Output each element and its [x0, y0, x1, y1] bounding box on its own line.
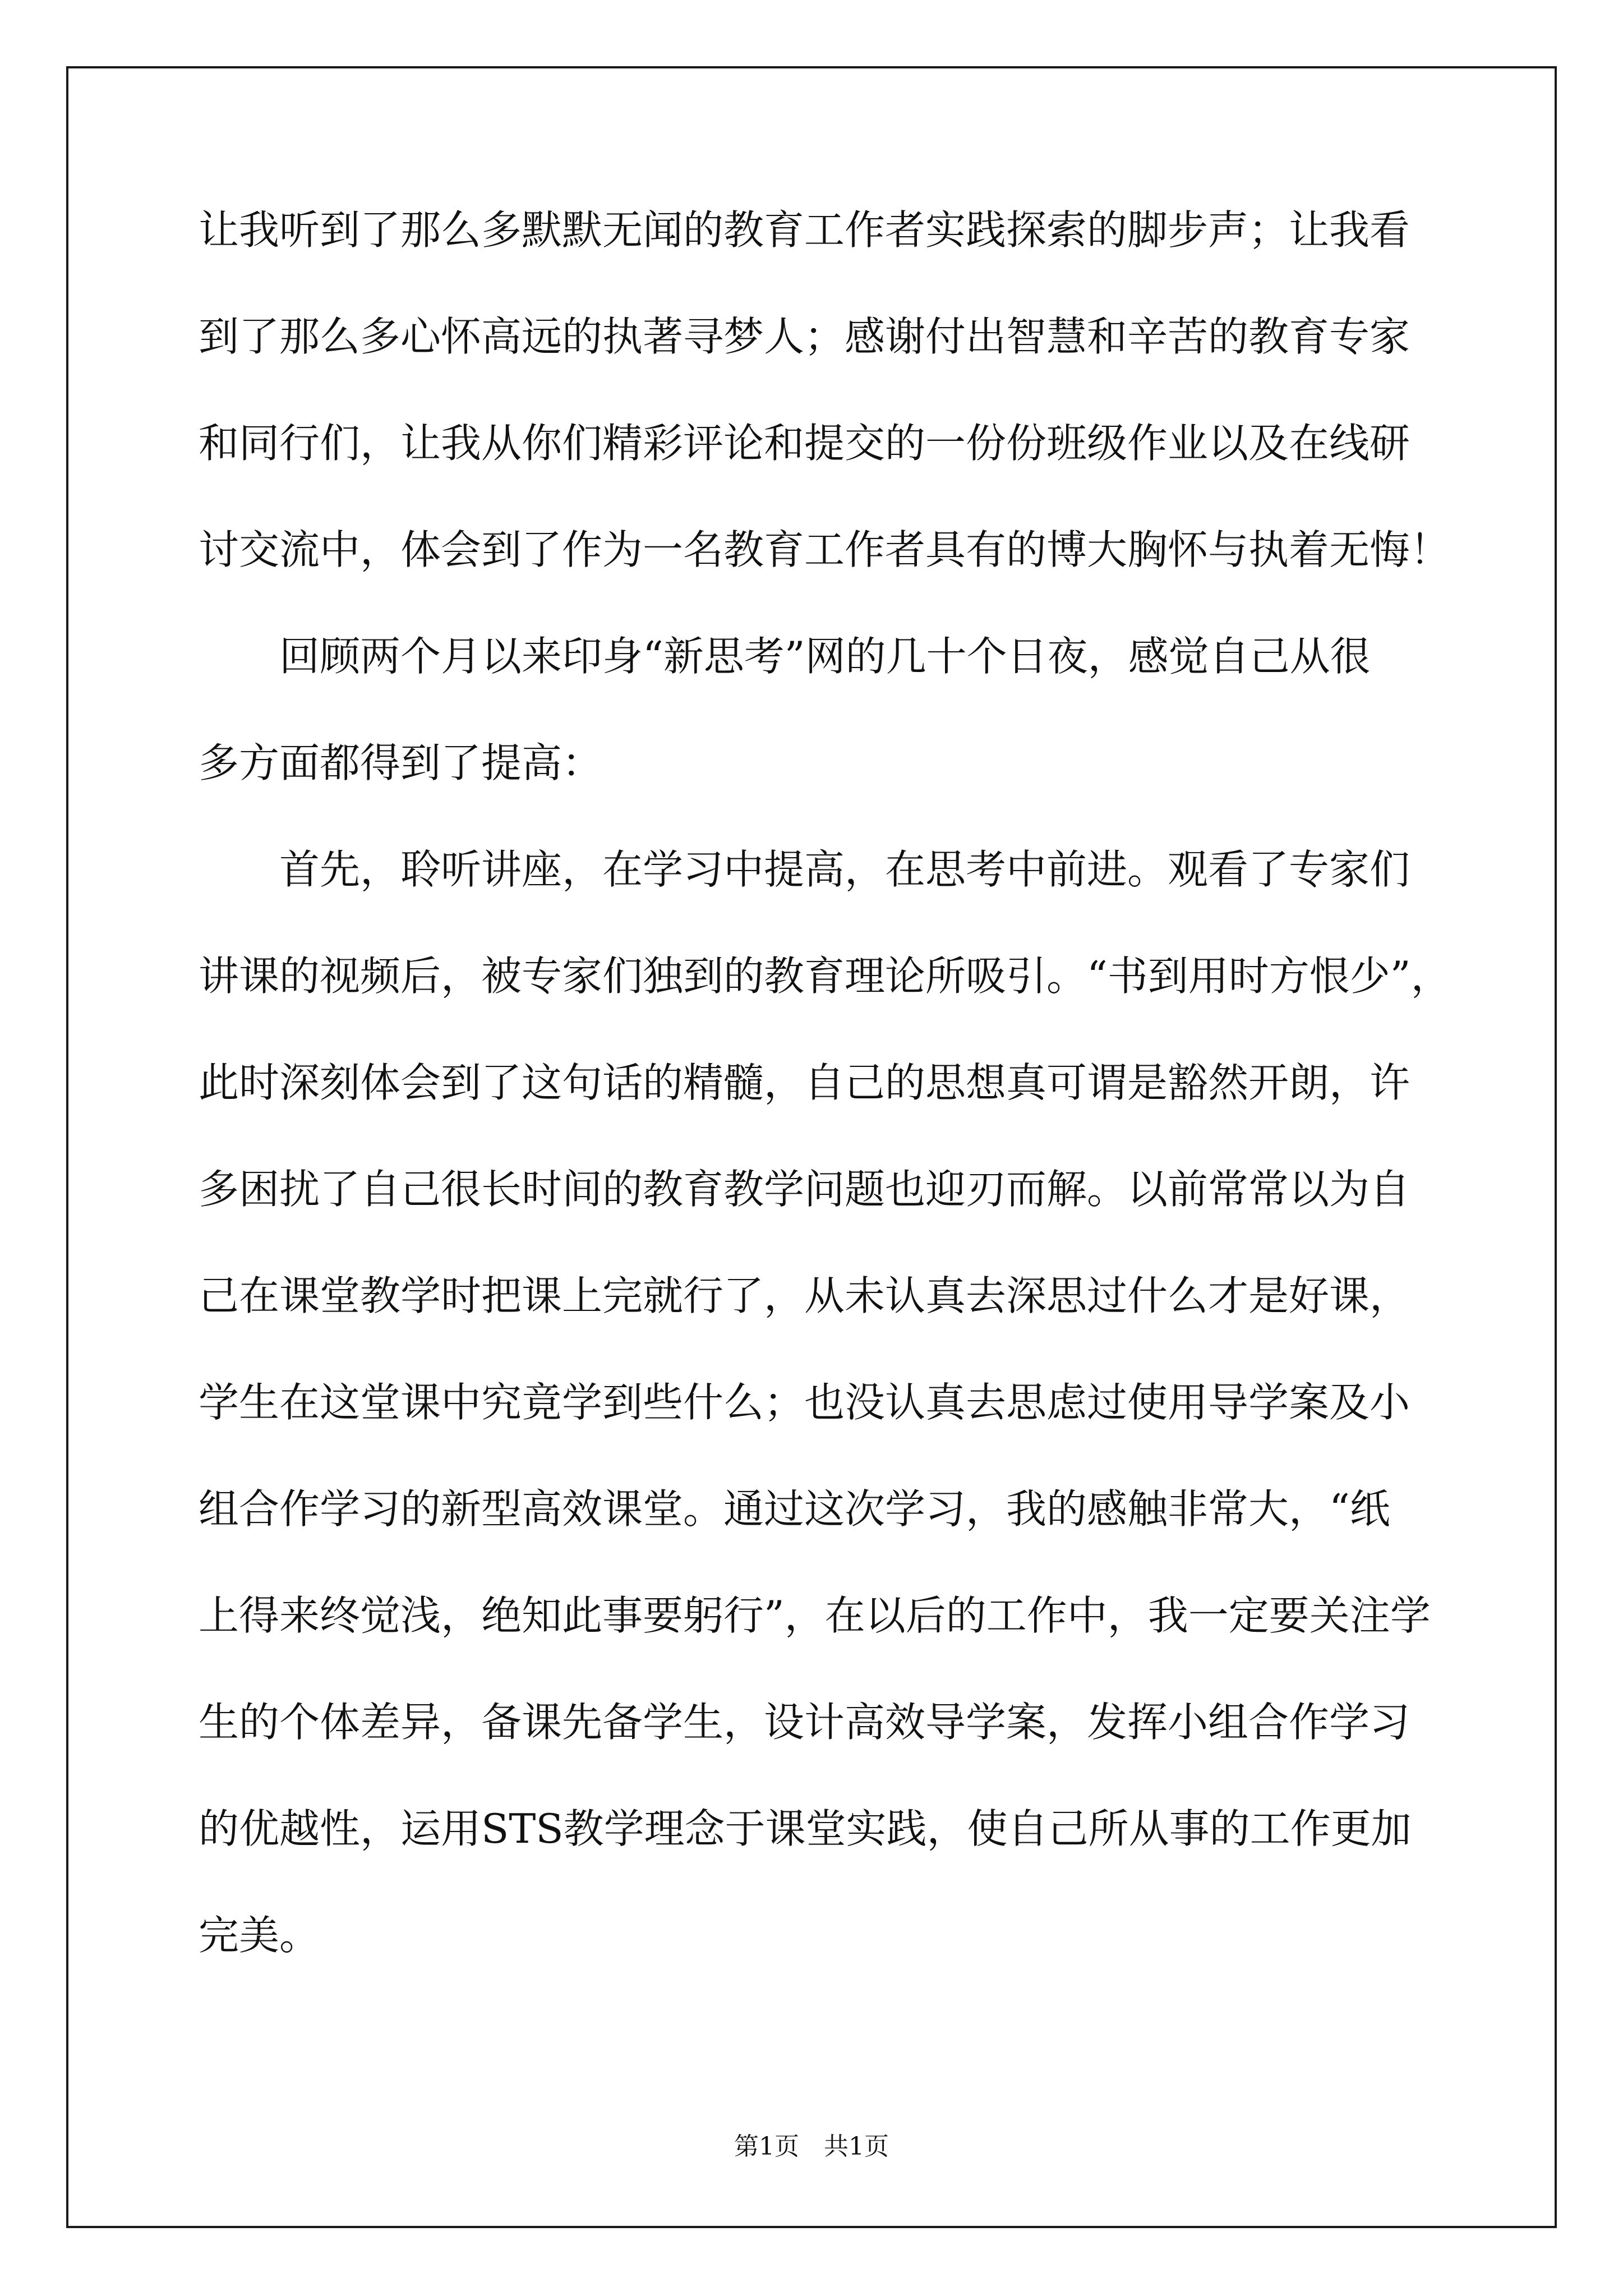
text-line: 己在课堂教学时把课上完就行了，从未认真去深思过什么才是好课，	[199, 1272, 1410, 1319]
paragraph-start-line: 回顾两个月以来印身“新思考”网的几十个日夜，感觉自己从很	[199, 633, 1371, 680]
text-line: 组合作学习的新型高效课堂。通过这次学习，我的感触非常大，“纸	[199, 1485, 1390, 1533]
text-line: 此时深刻体会到了这句话的精髓，自己的思想真可谓是豁然开朗，许	[199, 1059, 1410, 1106]
text-line: 学生在这堂课中究竟学到些什么；也没认真去思虑过使用导学案及小	[199, 1379, 1410, 1426]
text-line: 和同行们，让我从你们精彩评论和提交的一份份班级作业以及在线研	[199, 420, 1410, 467]
text-line: 讲课的视频后，被专家们独到的教育理论所吸引。“书到用时方恨少”，	[199, 953, 1451, 1000]
text-line: 到了那么多心怀高远的执著寻梦人；感谢付出智慧和辛苦的教育专家	[199, 313, 1410, 360]
text-line: 讨交流中，体会到了作为一名教育工作者具有的博大胸怀与执着无悔！	[199, 526, 1451, 573]
text-line: 的优越性，运用STS教学理念于课堂实践，使自己所从事的工作更加	[199, 1805, 1412, 1852]
paragraph-start-line: 首先，聆听讲座，在学习中提高，在思考中前进。观看了专家们	[199, 846, 1410, 893]
text-line: 完美。	[199, 1912, 320, 1959]
page-border	[66, 66, 1557, 2228]
text-line: 生的个体差异，备课先备学生，设计高效导学案，发挥小组合作学习	[199, 1699, 1410, 1746]
text-line: 上得来终觉浅，绝知此事要躬行”，在以后的工作中，我一定要关注学	[199, 1592, 1431, 1639]
text-line: 让我听到了那么多默默无闻的教育工作者实践探索的脚步声；让我看	[199, 206, 1410, 254]
page-number-footer: 第1页 共1页	[734, 2132, 889, 2161]
text-line: 多方面都得到了提高：	[199, 739, 603, 786]
text-line: 多困扰了自己很长时间的教育教学问题也迎刃而解。以前常常以为自	[199, 1166, 1410, 1213]
